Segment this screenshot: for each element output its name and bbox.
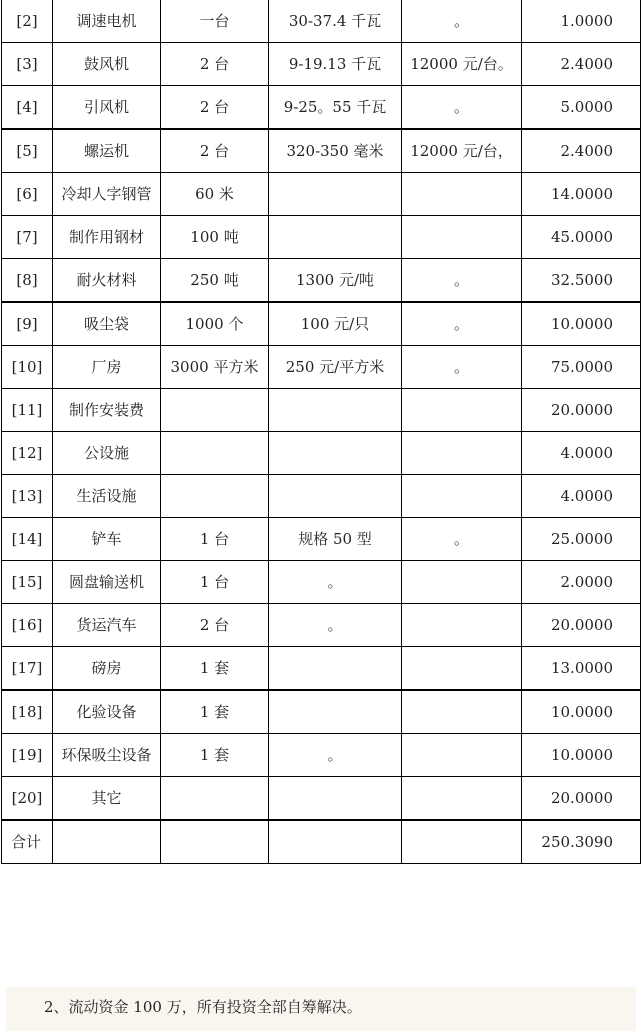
item-spec: 规格 50 型 [269, 518, 402, 561]
item-spec: 。 [269, 604, 402, 647]
item-unit-price [402, 475, 522, 518]
item-number: [19] [2, 734, 53, 777]
table-row [2, 604, 641, 647]
table-row [2, 389, 641, 432]
item-quantity: 60 米 [161, 173, 269, 216]
item-quantity: 2 台 [161, 129, 269, 173]
total-empty-cell [53, 820, 161, 864]
item-spec [269, 173, 402, 216]
item-amount: 2.4000 [522, 43, 641, 86]
item-spec: 100 元/只 [269, 302, 402, 346]
total-empty-cell [402, 820, 522, 864]
total-label: 合计 [2, 820, 53, 864]
item-unit-price: 。 [402, 518, 522, 561]
item-number: [16] [2, 604, 53, 647]
item-name: 耐火材料 [53, 259, 161, 303]
item-quantity: 1 套 [161, 647, 269, 691]
table-row [2, 734, 641, 777]
item-name: 环保吸尘设备 [53, 734, 161, 777]
item-amount: 20.0000 [522, 777, 641, 821]
item-amount: 1.0000 [522, 0, 641, 43]
item-quantity: 1 台 [161, 518, 269, 561]
item-name: 制作安装费 [53, 389, 161, 432]
item-number: [20] [2, 777, 53, 821]
item-spec [269, 216, 402, 259]
item-amount: 2.0000 [522, 561, 641, 604]
item-unit-price: 。 [402, 0, 522, 43]
item-number: [15] [2, 561, 53, 604]
item-amount: 32.5000 [522, 259, 641, 303]
item-amount: 5.0000 [522, 86, 641, 130]
item-name: 冷却人字钢管 [53, 173, 161, 216]
item-number: [13] [2, 475, 53, 518]
table-row [2, 259, 641, 303]
item-number: [11] [2, 389, 53, 432]
item-name: 其它 [53, 777, 161, 821]
item-unit-price: 。 [402, 302, 522, 346]
item-quantity [161, 389, 269, 432]
item-unit-price: 。 [402, 346, 522, 389]
item-quantity: 1 套 [161, 690, 269, 734]
item-quantity: 1 台 [161, 561, 269, 604]
item-name: 螺运机 [53, 129, 161, 173]
item-spec [269, 647, 402, 691]
item-spec: 30-37.4 千瓦 [269, 0, 402, 43]
item-spec [269, 777, 402, 821]
item-amount: 2.4000 [522, 129, 641, 173]
item-quantity [161, 432, 269, 475]
item-amount: 25.0000 [522, 518, 641, 561]
item-spec: 1300 元/吨 [269, 259, 402, 303]
item-number: [10] [2, 346, 53, 389]
table-row [2, 647, 641, 691]
item-quantity: 3000 平方米 [161, 346, 269, 389]
item-quantity: 2 台 [161, 604, 269, 647]
item-number: [5] [2, 129, 53, 173]
total-empty-cell [269, 820, 402, 864]
item-number: [12] [2, 432, 53, 475]
item-name: 磅房 [53, 647, 161, 691]
item-number: [4] [2, 86, 53, 130]
item-amount: 10.0000 [522, 690, 641, 734]
item-amount: 4.0000 [522, 475, 641, 518]
table-row [2, 777, 641, 821]
item-quantity: 2 台 [161, 43, 269, 86]
item-unit-price [402, 734, 522, 777]
item-quantity: 1 套 [161, 734, 269, 777]
item-unit-price [402, 690, 522, 734]
table-row [2, 302, 641, 346]
item-unit-price [402, 647, 522, 691]
item-amount: 20.0000 [522, 389, 641, 432]
item-amount: 10.0000 [522, 302, 641, 346]
table-row [2, 216, 641, 259]
item-quantity [161, 777, 269, 821]
item-quantity: 2 台 [161, 86, 269, 130]
item-unit-price [402, 389, 522, 432]
item-number: [6] [2, 173, 53, 216]
item-name: 厂房 [53, 346, 161, 389]
table-row [2, 173, 641, 216]
table-row [2, 43, 641, 86]
item-spec: 250 元/平方米 [269, 346, 402, 389]
item-number: [18] [2, 690, 53, 734]
item-number: [2] [2, 0, 53, 43]
item-spec [269, 389, 402, 432]
item-unit-price [402, 604, 522, 647]
item-spec [269, 432, 402, 475]
total-row [2, 820, 641, 864]
item-amount: 75.0000 [522, 346, 641, 389]
item-unit-price [402, 777, 522, 821]
item-amount: 20.0000 [522, 604, 641, 647]
item-name: 圆盘输送机 [53, 561, 161, 604]
table-row [2, 86, 641, 130]
item-amount: 4.0000 [522, 432, 641, 475]
item-name: 鼓风机 [53, 43, 161, 86]
item-name: 公设施 [53, 432, 161, 475]
item-name: 铲车 [53, 518, 161, 561]
item-spec: 320-350 毫米 [269, 129, 402, 173]
item-unit-price: 。 [402, 86, 522, 130]
item-amount: 45.0000 [522, 216, 641, 259]
table-row [2, 561, 641, 604]
item-spec [269, 690, 402, 734]
item-amount: 14.0000 [522, 173, 641, 216]
item-spec: 9-19.13 千瓦 [269, 43, 402, 86]
item-amount: 10.0000 [522, 734, 641, 777]
item-unit-price [402, 173, 522, 216]
item-unit-price [402, 216, 522, 259]
item-number: [8] [2, 259, 53, 303]
item-name: 生活设施 [53, 475, 161, 518]
item-amount: 13.0000 [522, 647, 641, 691]
item-name: 制作用钢材 [53, 216, 161, 259]
total-amount: 250.3090 [522, 820, 641, 864]
item-name: 调速电机 [53, 0, 161, 43]
item-unit-price: 。 [402, 259, 522, 303]
table-row [2, 129, 641, 173]
item-unit-price [402, 432, 522, 475]
item-spec: 。 [269, 561, 402, 604]
item-number: [7] [2, 216, 53, 259]
item-name: 化验设备 [53, 690, 161, 734]
item-quantity [161, 475, 269, 518]
item-name: 吸尘袋 [53, 302, 161, 346]
funding-note: 2、流动资金 100 万，所有投资全部自筹解决。 [44, 998, 362, 1016]
total-empty-cell [161, 820, 269, 864]
table-row [2, 518, 641, 561]
item-number: [17] [2, 647, 53, 691]
equipment-cost-table [1, 0, 641, 864]
table-row [2, 475, 641, 518]
item-unit-price: 12000 元/台， [402, 129, 522, 173]
table-row [2, 690, 641, 734]
note-paragraph-band [6, 987, 636, 1031]
item-spec [269, 475, 402, 518]
item-quantity: 1000 个 [161, 302, 269, 346]
table-row [2, 0, 641, 43]
item-number: [9] [2, 302, 53, 346]
item-quantity: 一台 [161, 0, 269, 43]
item-name: 货运汽车 [53, 604, 161, 647]
item-spec: 。 [269, 734, 402, 777]
item-name: 引风机 [53, 86, 161, 130]
item-quantity: 100 吨 [161, 216, 269, 259]
table-row [2, 432, 641, 475]
item-unit-price: 12000 元/台。 [402, 43, 522, 86]
table-row [2, 346, 641, 389]
item-number: [14] [2, 518, 53, 561]
item-unit-price [402, 561, 522, 604]
item-number: [3] [2, 43, 53, 86]
item-quantity: 250 吨 [161, 259, 269, 303]
item-spec: 9-25。55 千瓦 [269, 86, 402, 130]
